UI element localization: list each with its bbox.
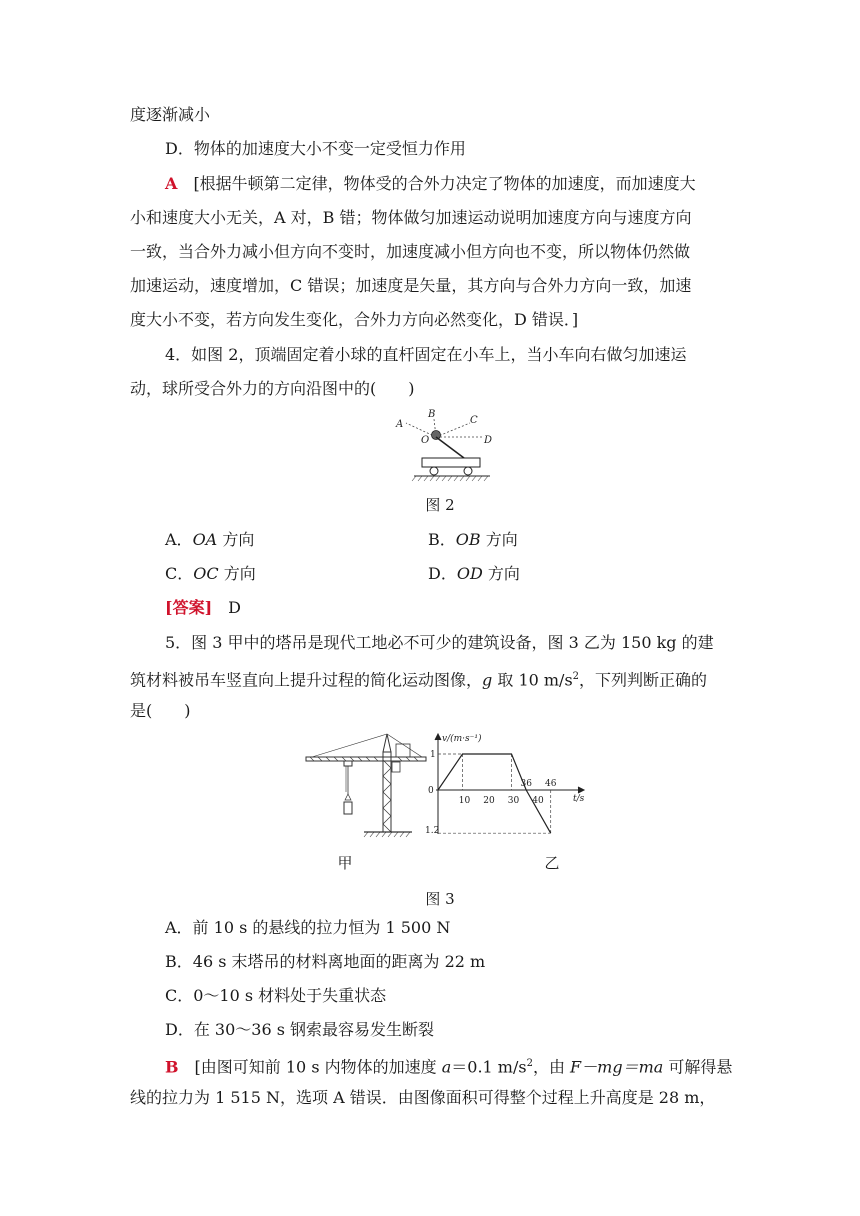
q5-stem-line-1: 5．图 3 甲中的塔吊是现代工地必不可少的建筑设备，图 3 乙为 150 kg 的建: [165, 633, 714, 652]
cart-wheel-left: [430, 467, 438, 475]
figure-3-label-jia: 甲: [337, 854, 353, 872]
graph-mark-36: 36: [520, 779, 532, 789]
label-d: D: [484, 435, 493, 446]
graph-ylabel: v/(m·s⁻¹): [442, 734, 482, 744]
figure-3-caption: 图 3: [425, 890, 455, 908]
q3-explanation-line-5: 度大小不变，若方向发生变化，合外力方向必然变化，D 错误．]: [130, 310, 579, 329]
q4-option-a: A．OA 方向: [165, 530, 255, 549]
q5-explanation-line-2: 线的拉力为 1 515 N，选项 A 错误．由图像面积可得整个过程上升高度是 28 m，: [130, 1088, 716, 1107]
figure-2-cart-diagram: [390, 403, 500, 485]
q4-answer-tag: [答案]: [165, 598, 213, 617]
q5-stem-line-2: 筑材料被吊车竖直向上提升过程的简化运动图像，g 取 10 $m/s^2$，下列判断正确的: [130, 670, 708, 690]
q3-option-d: D．物体的加速度大小不变一定受恒力作用: [165, 139, 466, 158]
q5-option-c: C．0～10 s 材料处于失重状态: [165, 986, 387, 1005]
graph-xtick-20: 20: [483, 796, 495, 806]
q4-option-b: B．OB 方向: [428, 530, 518, 549]
label-b: B: [428, 409, 436, 420]
rod: [436, 437, 464, 458]
label-c: C: [470, 415, 478, 426]
q5-option-b: B．46 s 末塔吊的材料离地面的距离为 22 m: [165, 952, 486, 971]
ball: [432, 431, 441, 440]
graph-xlabel: t/s: [573, 794, 585, 804]
q5-answer: B: [165, 1057, 179, 1077]
q3-text-tail: 度逐渐减小: [130, 105, 211, 124]
q3-answer: A: [165, 174, 178, 193]
q4-stem-line-1: 4．如图 2，顶端固定着小球的直杆固定在小车上，当小车向右做匀加速运: [165, 345, 687, 364]
q3-explanation-line-2: 小和速度大小无关，A 对，B 错；物体做匀加速运动说明加速度方向与速度方向: [130, 208, 692, 227]
q3-explanation-line-4: 加速运动，速度增加，C 错误；加速度是矢量，其方向与合外力方向一致，加速: [130, 276, 692, 295]
q4-answer-line: [165, 597, 241, 619]
q5-stem-line-3: 是( ): [130, 701, 191, 720]
graph-ytick-neg: 1.2: [425, 826, 440, 836]
graph-origin: 0: [428, 786, 434, 796]
graph-ytick-1: 1: [430, 750, 436, 760]
graph-xtick-40: 40: [532, 796, 544, 806]
label-o: O: [421, 435, 430, 446]
q4-option-d: D．OD 方向: [428, 564, 520, 583]
cart-body: [422, 458, 480, 467]
q5-explanation-line-1: B [由图可知前 10 s 内物体的加速度 a＝0.1 $m/s^2$，由 F－mg＝ma 可解得悬: [165, 1057, 733, 1077]
graph-vt-line: [438, 754, 551, 833]
cart-wheel-right: [464, 467, 472, 475]
graph-xtick-30: 30: [507, 796, 520, 806]
q3-explanation-line-1: A [根据牛顿第二定律，物体受的合外力决定了物体的加速度，而加速度大: [165, 174, 696, 193]
q3-explanation-line-3: 一致，当合外力减小但方向不变时，加速度减小但方向也不变，所以物体仍然做: [130, 242, 691, 261]
q5-option-d: D．在 30～36 s 钢索最容易发生断裂: [165, 1020, 435, 1039]
graph-xtick-10: 10: [458, 796, 471, 806]
q4-answer: D: [228, 598, 241, 617]
q5-option-a: A．前 10 s 的悬线的拉力恒为 1 500 N: [165, 918, 451, 937]
label-a: A: [396, 419, 404, 430]
q4-option-c: C．OC 方向: [165, 564, 256, 583]
figure-2-caption: 图 2: [425, 496, 455, 514]
graph-mark-46: 46: [544, 779, 557, 789]
figure-3-vt-graph: [412, 730, 602, 840]
figure-3-label-yi: 乙: [544, 854, 560, 872]
q4-stem-line-2: 动，球所受合外力的方向沿图中的( ): [130, 379, 415, 398]
